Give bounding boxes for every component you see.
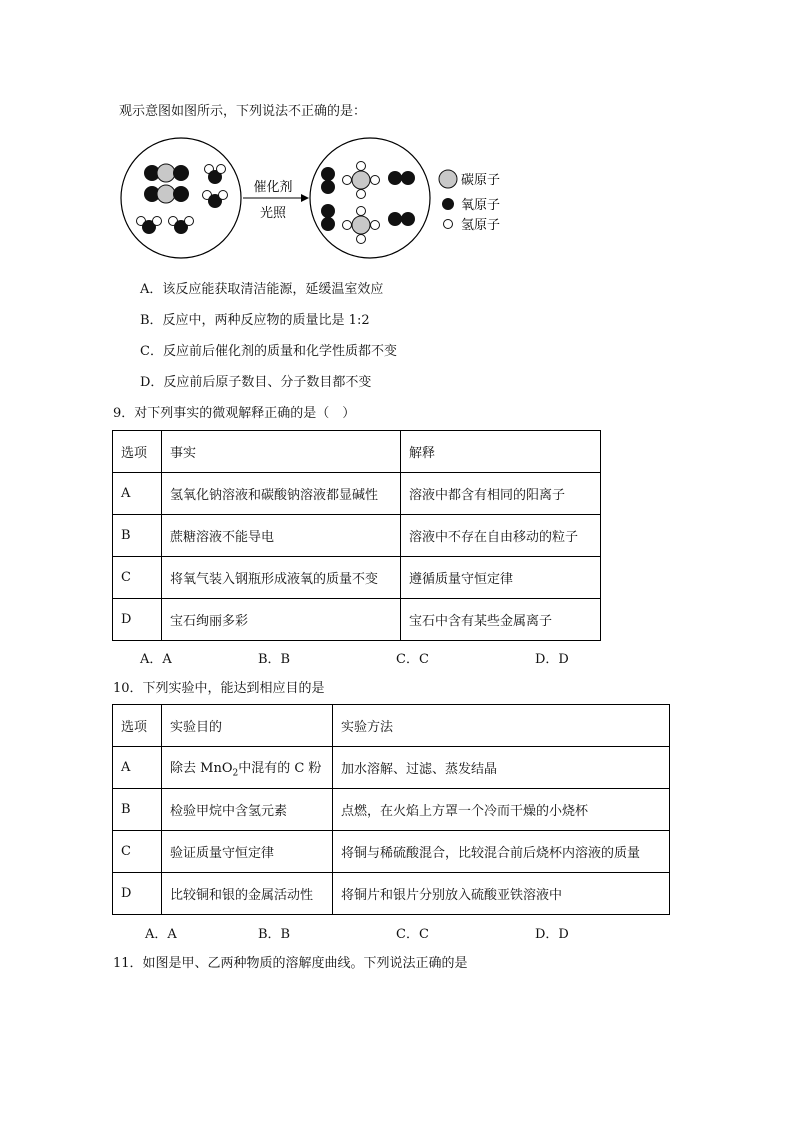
table-cell: 溶液中都含有相同的阳离子 [401,473,601,515]
table-row [113,515,601,557]
header-cell: 实验方法 [333,705,670,747]
h2o-molecule [137,217,162,235]
header-cell: 实验目的 [162,705,333,747]
ch4-molecule [343,207,380,244]
table-cell: D [113,873,162,915]
goal-text: 中混有的 C 粉 [238,760,322,776]
table-cell: 将铜与稀硫酸混合，比较混合前后烧杯内溶液的质量 [333,831,670,873]
table-row [113,873,670,915]
q8-option-d: D．反应前后原子数目、分子数目都不变 [140,375,372,390]
q8-option-c: C．反应前后催化剂的质量和化学性质都不变 [140,344,397,359]
q9-table [112,430,601,641]
table-cell: C [113,831,162,873]
table-cell: 点燃，在火焰上方罩一个冷而干燥的小烧杯 [333,789,670,831]
legend [439,170,500,233]
table-cell: 检验甲烷中含氢元素 [162,789,333,831]
answer-a: A．A [140,652,172,667]
table-row [113,599,601,641]
table-cell: 宝石中含有某些金属离子 [401,599,601,641]
header-cell: 事实 [162,431,401,473]
table-cell: C [113,557,162,599]
table-cell: 蔗糖溶液不能导电 [162,515,401,557]
co2-molecule [144,164,189,182]
table-cell: B [113,515,162,557]
header-cell: 解释 [401,431,601,473]
reaction-diagram [115,133,535,263]
q10-table [112,704,670,915]
q11-stem: 11．如图是甲、乙两种物质的溶解度曲线。下列说法正确的是 [113,956,468,971]
legend-carbon: 碳原子 [461,173,501,188]
h2o-molecule [205,165,226,185]
h2o-molecule [203,191,228,209]
table-cell: 溶液中不存在自由移动的粒子 [401,515,601,557]
ch4-molecule [343,162,380,199]
table-cell [162,747,333,789]
table-row [113,747,670,789]
q9-stem: 9．对下列事实的微观解释正确的是（ ） [113,406,356,421]
carbon-legend-icon [439,170,457,188]
o2-molecule [388,212,415,226]
answer-d: D．D [535,927,569,942]
table-cell: 氢氧化钠溶液和碳酸钠溶液都显碱性 [162,473,401,515]
table-cell: A [113,747,162,789]
goal-text: 除去 MnO [170,760,233,776]
oxygen-legend-icon [442,198,454,210]
hydrogen-legend-icon [444,220,453,229]
q8-option-b: B．反应中，两种反应物的质量比是 1:2 [140,313,370,328]
table-row [113,831,670,873]
table-row [113,473,601,515]
o2-molecule [388,171,415,185]
product-circle [310,138,430,258]
table-cell: 将氧气装入钢瓶形成液氧的质量不变 [162,557,401,599]
arrow-top-label: 催化剂 [253,180,293,195]
goal-subscript: 2 [232,768,239,779]
q8-option-a: A．该反应能获取清洁能源，延缓温室效应 [140,282,384,297]
h2o-molecule [169,217,194,235]
o2-molecule [321,204,335,231]
legend-hydrogen: 氢原子 [461,218,501,233]
table-cell: 遵循质量守恒定律 [401,557,601,599]
intro-text: 观示意图如图所示，下列说法不正确的是： [119,104,367,119]
answer-d: D．D [535,652,569,667]
o2-molecule [321,167,335,194]
header-cell: 选项 [113,705,162,747]
table-cell: 加水溶解、过滤、蒸发结晶 [333,747,670,789]
answer-c: C．C [396,652,429,667]
arrow-bottom-label: 光照 [259,206,287,221]
table-header-row [113,431,601,473]
answer-a: A．A [145,927,177,942]
table-cell: B [113,789,162,831]
answer-b: B．B [258,652,291,667]
table-cell: A [113,473,162,515]
reaction-diagram-svg [115,133,535,263]
co2-molecule [144,185,189,203]
answer-b: B．B [258,927,291,942]
table-cell: 宝石绚丽多彩 [162,599,401,641]
table-cell: 验证质量守恒定律 [162,831,333,873]
q10-stem: 10．下列实验中，能达到相应目的是 [113,681,325,696]
table-cell: 将铜片和银片分别放入硫酸亚铁溶液中 [333,873,670,915]
legend-oxygen: 氧原子 [461,198,501,213]
table-cell: 比较铜和银的金属活动性 [162,873,333,915]
answer-c: C．C [396,927,429,942]
table-cell: D [113,599,162,641]
header-cell: 选项 [113,431,162,473]
table-header-row [113,705,670,747]
table-row [113,557,601,599]
table-row [113,789,670,831]
